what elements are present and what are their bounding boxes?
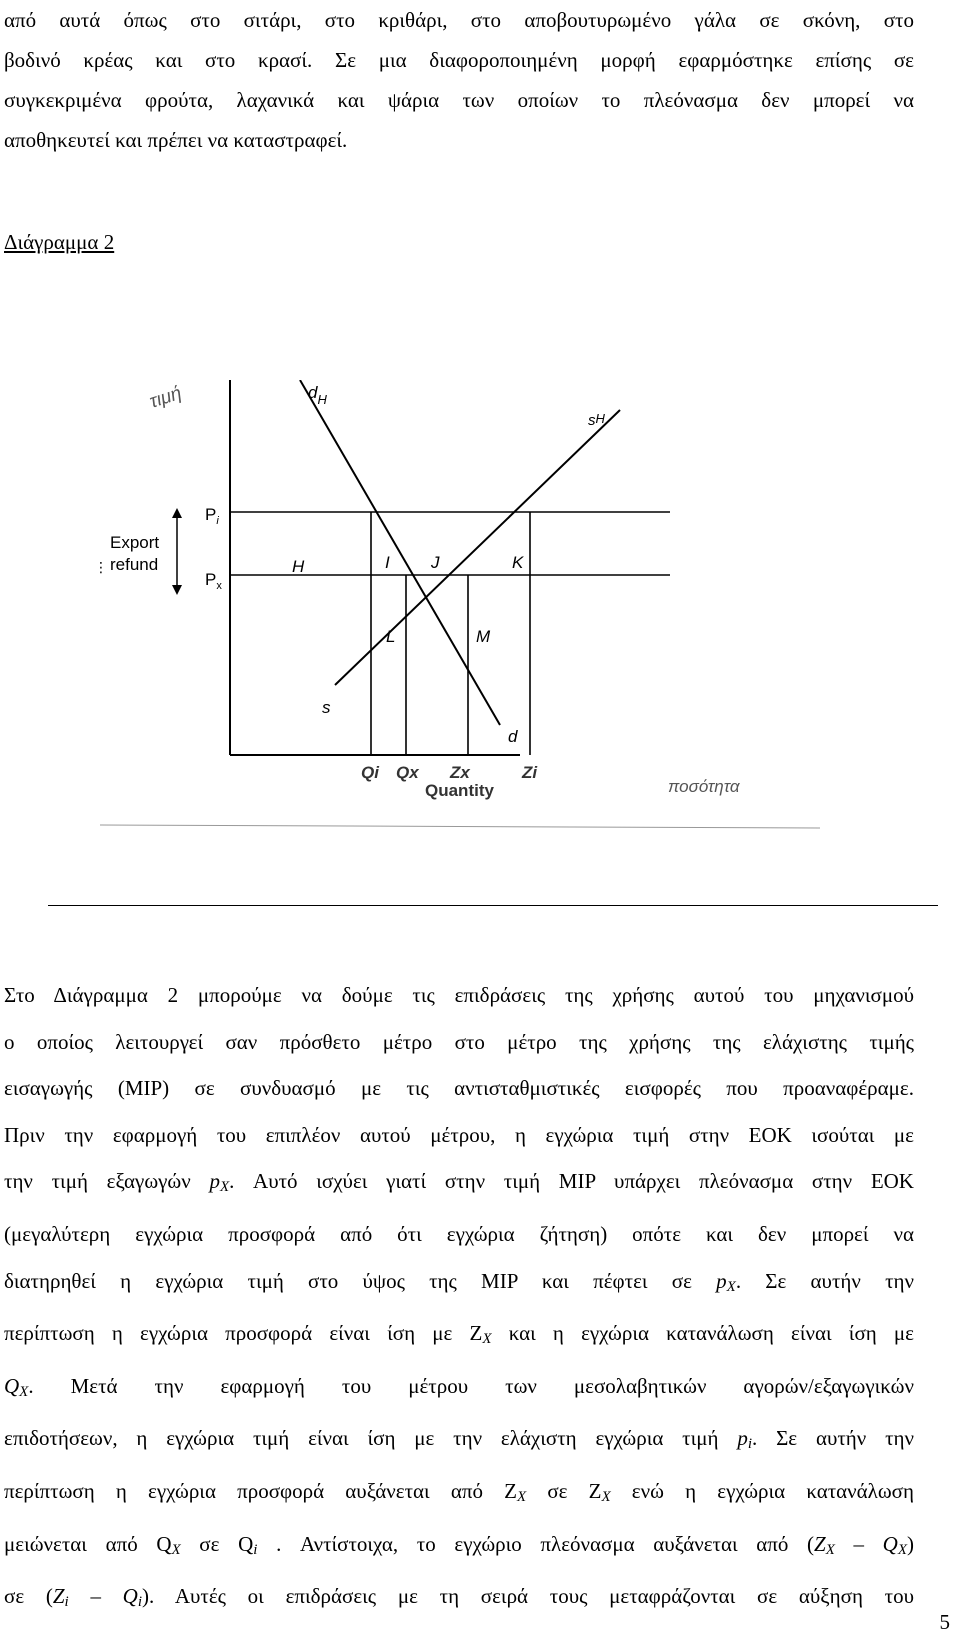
text-line: σε $(Z_i - Q_i)$. Αυτές οι επιδράσεις με τη σειρά τους μεταφράζονται σε αύξηση του bbox=[4, 1584, 914, 1611]
export-refund-label: refund bbox=[110, 555, 159, 574]
diagram-2-figure bbox=[80, 380, 920, 880]
demand-bottom-label: d bbox=[508, 727, 518, 746]
text-line: Στο Διάγραμμα 2 μπορούμε να δούμε τις επιδράσεις της χρήσης αυτού του μηχανισμού bbox=[4, 983, 914, 1007]
text-line: αποθηκευτεί και πρέπει να καταστραφεί. bbox=[4, 128, 348, 152]
top-paragraph bbox=[4, 0, 914, 160]
zx-label: Zx bbox=[450, 763, 470, 782]
text-line: (μεγαλύτερη εγχώρια προσφορά από ότι εγχώρια ζήτηση) οπότε και δεν μπορεί να bbox=[4, 1221, 914, 1246]
qi-label: Qi bbox=[361, 763, 379, 782]
text-line: μειώνεται από $Q_X$ σε $Q_i$ . Αντίστοιχα, το εγχώριο πλεόνασμα αυξάνεται από $(Z_X - Q_X)$ bbox=[4, 1531, 914, 1558]
text-line: βοδινό κρέας και στο κρασί. Σε μια διαφοροποιημένη μορφή εφαρμόστηκε επίσης σε bbox=[4, 48, 914, 72]
body-paragraph bbox=[4, 972, 914, 1626]
px-label: $P_x$ bbox=[205, 570, 222, 592]
diagram-heading: Διάγραμμα 2 bbox=[4, 230, 115, 254]
supply-bottom-label: s bbox=[322, 698, 331, 717]
page-number: 5 bbox=[939, 1610, 950, 1634]
point-m-label: M bbox=[476, 627, 491, 646]
text-line: από αυτά όπως στο σιτάρι, στο κριθάρι, στο αποβουτυρωμένο γάλα σε σκόνη, στο bbox=[4, 8, 914, 32]
text-line: περίπτωση η εγχώρια προσφορά αυξάνεται από $Z_X$ σε $Z_X$ ενώ η εγχώρια κατανάλωση bbox=[4, 1478, 914, 1505]
text-line: διατηρηθεί η εγχώρια τιμή στο ύψος της MIP και πέφτει σε $p_X$. Σε αυτήν την bbox=[4, 1268, 914, 1295]
horizontal-rule bbox=[48, 905, 938, 906]
text-line: εισαγωγής (MIP) σε συνδυασμό με τις αντισταθμιστικές εισφορές που προαναφέραμε. bbox=[4, 1076, 914, 1101]
text-line: συγκεκριμένα φρούτα, λαχανικά και ψάρια των οποίων το πλεόνασμα δεν μπορεί να bbox=[4, 88, 914, 112]
export-refund-marks: ⋮ bbox=[94, 559, 108, 575]
qx-label: Qx bbox=[396, 763, 419, 782]
point-l-label: L bbox=[386, 627, 396, 646]
text-line: την τιμή εξαγωγών $p_X$. Αυτό ισχύει γιατί στην τιμή MIP υπάρχει πλεόνασμα στην ΕΟΚ bbox=[4, 1169, 914, 1196]
arrow-down-head bbox=[172, 585, 182, 595]
x-axis-label: Quantity bbox=[425, 781, 494, 800]
point-h-label: H bbox=[292, 557, 305, 576]
demand-curve bbox=[300, 380, 500, 725]
zi-label: Zi bbox=[522, 763, 538, 782]
point-i-label: I bbox=[385, 553, 390, 572]
pi-label: $P_i$ bbox=[205, 505, 219, 527]
point-k-label: K bbox=[512, 553, 524, 572]
demand-top-label: $d_H$ bbox=[308, 383, 327, 407]
text-line: Πριν την εφαρμογή του επιπλέον αυτού μέτρου, η εγχώρια τιμή στην ΕΟΚ ισούται με bbox=[4, 1122, 914, 1147]
text-line: ο οποίος λειτουργεί σαν πρόσθετο μέτρο στο μέτρο της χρήσης της ελάχιστης τιμής bbox=[4, 1029, 914, 1054]
point-j-label: J bbox=[431, 553, 440, 572]
export-refund-label: Export bbox=[110, 533, 160, 552]
figure-bottom-edge bbox=[100, 825, 820, 828]
text-line: επιδοτήσεων, η εγχώρια τιμή είναι ίση με την ελάχιστη εγχώρια τιμή $p_i$. Σε αυτήν την bbox=[4, 1426, 914, 1453]
text-line: $Q_X$. Μετά την εφαρμογή του μέτρου των μεσολαβητικών αγορών/εξαγωγικών bbox=[4, 1373, 914, 1400]
text-line: περίπτωση η εγχώρια προσφορά είναι ίση με $Z_X$ και η εγχώρια κατανάλωση είναι ίση με bbox=[4, 1321, 914, 1348]
y-axis-handwritten-label: τιμή bbox=[147, 382, 185, 413]
x-axis-handwritten-label: ποσότητα bbox=[668, 777, 740, 796]
supply-top-label: sH bbox=[588, 411, 605, 429]
arrow-up-head bbox=[172, 508, 182, 518]
